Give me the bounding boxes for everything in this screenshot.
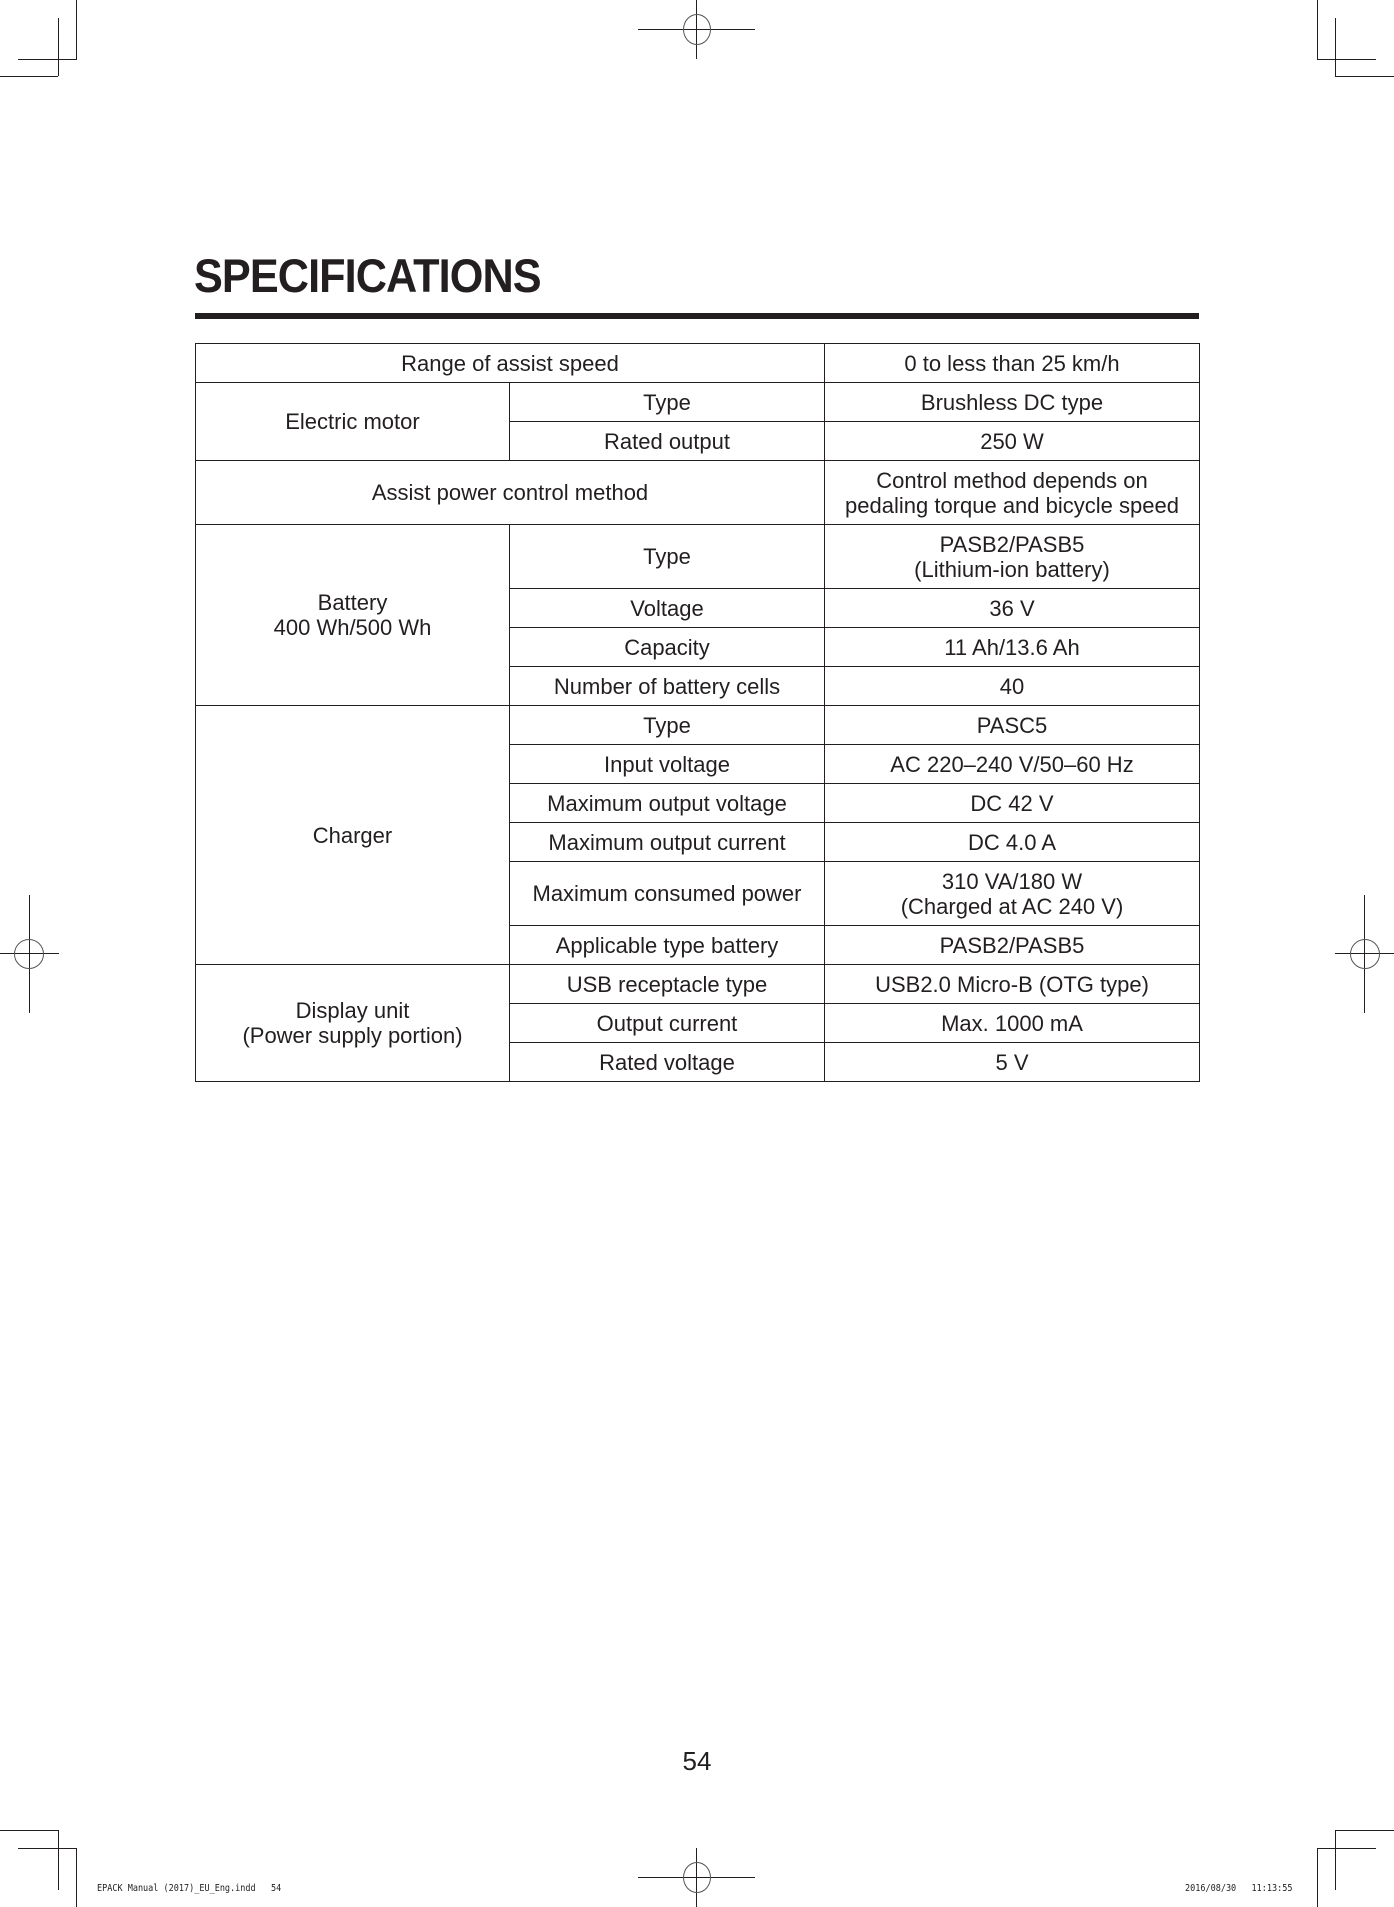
value-line: (Charged at AC 240 V) (900, 893, 1124, 919)
spec-label: Type (510, 383, 825, 422)
spec-group-label: Charger (196, 706, 510, 965)
value-line: Control method depends on (876, 467, 1148, 493)
table-row (196, 344, 1200, 383)
specifications-table (195, 343, 1200, 1082)
label-line: Battery (317, 590, 388, 615)
spec-label: Capacity (510, 628, 825, 667)
spec-group-label: Electric motor (196, 383, 510, 461)
label-line: (Power supply portion) (242, 1023, 463, 1048)
title-rule (195, 313, 1199, 319)
spec-value: 36 V (825, 589, 1200, 628)
spec-label: Number of battery cells (510, 667, 825, 706)
spec-group-label (196, 965, 510, 1082)
table-row (196, 383, 1200, 422)
spec-value: DC 42 V (825, 784, 1200, 823)
spec-label: Type (510, 706, 825, 745)
page-title: SPECIFICATIONS (194, 249, 541, 302)
spec-label: Applicable type battery (510, 926, 825, 965)
spec-value: PASC5 (825, 706, 1200, 745)
table-row (196, 965, 1200, 1004)
spec-label: USB receptacle type (510, 965, 825, 1004)
spec-value: 0 to less than 25 km/h (825, 344, 1200, 383)
spec-value (825, 525, 1200, 589)
spec-label: Output current (510, 1004, 825, 1043)
value-line: PASB2/PASB5 (939, 531, 1085, 557)
spec-value: 40 (825, 667, 1200, 706)
spec-value: PASB2/PASB5 (825, 926, 1200, 965)
value-line: (Lithium-ion battery) (914, 556, 1110, 582)
spec-label: Rated voltage (510, 1043, 825, 1082)
spec-value: Max. 1000 mA (825, 1004, 1200, 1043)
spec-label: Maximum output current (510, 823, 825, 862)
print-slug-timestamp: 2016/08/30 11:13:55 (1185, 1883, 1293, 1894)
table-row (196, 461, 1200, 525)
spec-group-label (196, 525, 510, 706)
spec-label: Assist power control method (196, 461, 825, 525)
print-slug-filename: EPACK Manual (2017)_EU_Eng.indd 54 (97, 1883, 282, 1894)
value-line: 310 VA/180 W (941, 868, 1083, 894)
spec-label: Maximum output voltage (510, 784, 825, 823)
spec-label: Maximum consumed power (510, 862, 825, 926)
table-row (196, 706, 1200, 745)
spec-label: Input voltage (510, 745, 825, 784)
spec-value (825, 862, 1200, 926)
spec-label: Type (510, 525, 825, 589)
spec-value: 11 Ah/13.6 Ah (825, 628, 1200, 667)
spec-label: Voltage (510, 589, 825, 628)
page-number: 54 (682, 1746, 712, 1776)
spec-value (825, 461, 1200, 525)
spec-value: Brushless DC type (825, 383, 1200, 422)
spec-value: 5 V (825, 1043, 1200, 1082)
spec-value: DC 4.0 A (825, 823, 1200, 862)
label-line: 400 Wh/500 Wh (273, 615, 432, 640)
table-row (196, 525, 1200, 589)
spec-label: Rated output (510, 422, 825, 461)
spec-value: AC 220–240 V/50–60 Hz (825, 745, 1200, 784)
spec-label: Range of assist speed (196, 344, 825, 383)
label-line: Display unit (295, 998, 410, 1023)
value-line: pedaling torque and bicycle speed (845, 492, 1179, 518)
spec-value: 250 W (825, 422, 1200, 461)
spec-value: USB2.0 Micro-B (OTG type) (825, 965, 1200, 1004)
